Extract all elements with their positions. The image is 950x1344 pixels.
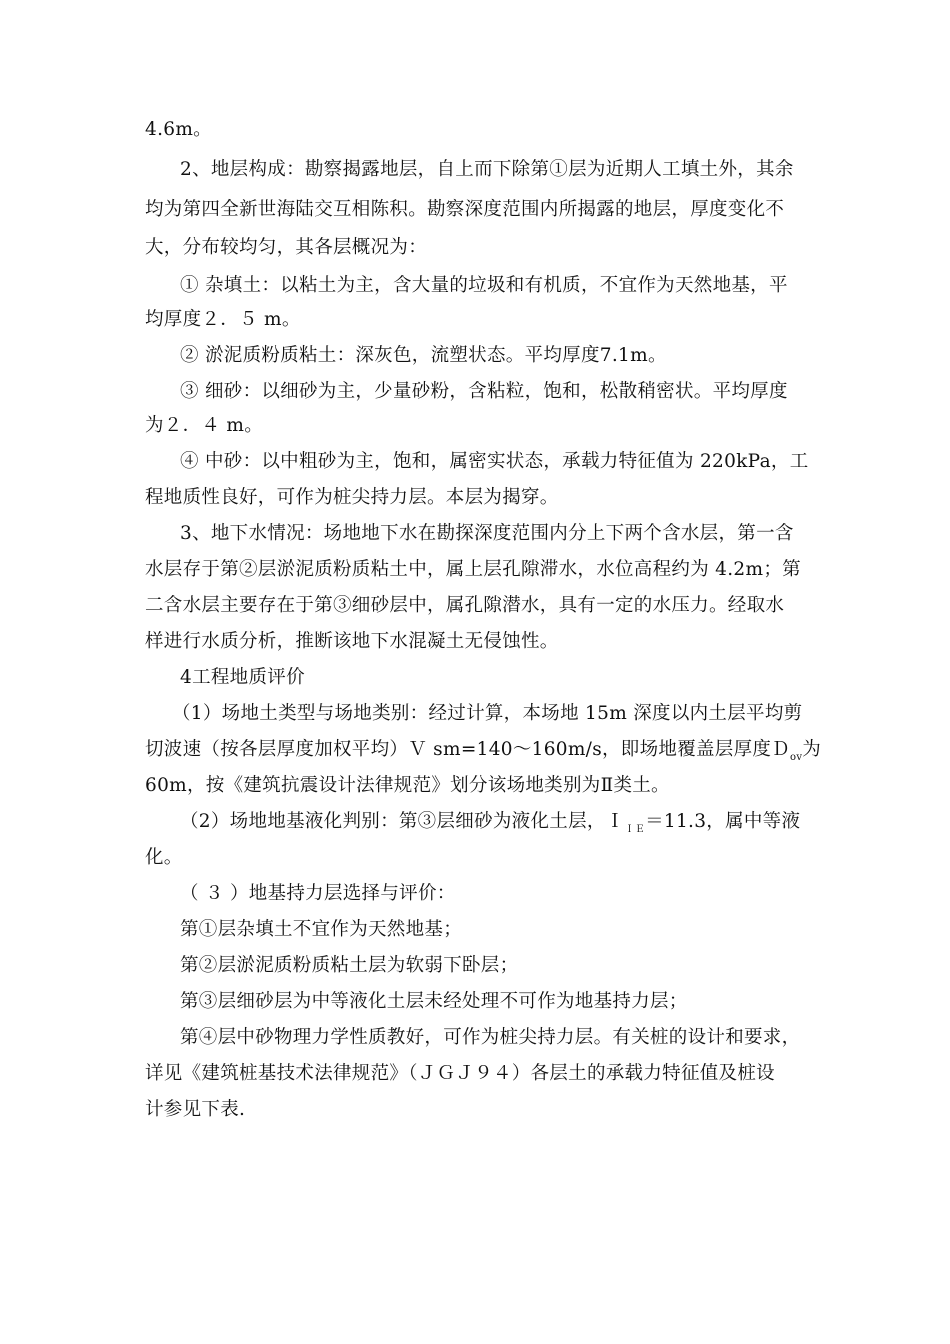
- text-line: 4.6m。: [145, 119, 212, 140]
- layer-4-description: ④ 中砂：以中粗砂为主，饱和，属密实状态，承载力特征值为 220kPa，工: [180, 451, 809, 472]
- section-heading-evaluation: 4工程地质评价: [180, 667, 305, 688]
- layer-3-description: ③ 细砂：以细砂为主，少量砂粉，含粘粒，饱和，松散稍密状。平均厚度: [180, 381, 788, 402]
- item-1-site-classification: （1）场地土类型与场地类别：经过计算，本场地 15m 深度以内土层平均剪: [172, 703, 803, 724]
- subscript: ＩＥ: [624, 824, 646, 835]
- layer-1-description: ① 杂填土：以粘土为主，含大量的垃圾和有机质，不宜作为天然地基，平: [180, 275, 788, 296]
- text-line: 均为第四全新世海陆交互相陈积。勘察深度范围内所揭露的地层，厚度变化不: [145, 199, 785, 220]
- paragraph-groundwater: 3、地下水情况：场地地下水在勘探深度范围内分上下两个含水层，第一含: [180, 523, 794, 544]
- text-line: 样进行水质分析，推断该地下水混凝土无侵蚀性。: [145, 631, 559, 652]
- text-line: 详见《建筑桩基技术法律规范》（ＪＧＪ９４）各层土的承载力特征值及桩设: [145, 1063, 775, 1084]
- text-line: 第④层中砂物理力学性质教好，可作为桩尖持力层。有关桩的设计和要求，: [180, 1027, 801, 1048]
- text-line: 化。: [145, 847, 183, 868]
- text-line: 第①层杂填土不宜作为天然地基；: [180, 919, 463, 940]
- text-line: 大，分布较均匀，其各层概况为：: [145, 237, 428, 258]
- text-line: 为２．４ m。: [145, 415, 264, 436]
- item-3-bearing-layer: （ ３ ）地基持力层选择与评价：: [180, 883, 456, 904]
- text-line: 切波速（按各层厚度加权平均）Ｖ sm=140～160m/s，即场地覆盖层厚度Ｄ$_{ov}$为: [145, 739, 822, 763]
- text-line: 水层存于第②层淤泥质粉质粘土中，属上层孔隙滞水，水位高程约为 4.2m；第: [145, 559, 801, 580]
- text-line: 60m，按《建筑抗震设计法律规范》划分该场地类别为Ⅱ类土。: [145, 775, 670, 796]
- item-2-liquefaction: （2）场地地基液化判别：第③层细砂为液化土层，Ｉ$_{IE}$＝11.3，属中等液: [180, 811, 801, 835]
- text-line: 计参见下表.: [145, 1099, 246, 1120]
- text-line: 程地质性良好，可作为桩尖持力层。本层为揭穿。: [145, 487, 559, 508]
- layer-2-description: ② 淤泥质粉质粘土：深灰色，流塑状态。平均厚度7.1m。: [180, 345, 667, 366]
- text-line: 二含水层主要存在于第③细砂层中，属孔隙潜水，具有一定的水压力。经取水: [145, 595, 785, 616]
- text-line: 第②层淤泥质粉质粘土层为软弱下卧层；: [180, 955, 519, 976]
- text-line: 均厚度２．５ m。: [145, 309, 301, 330]
- paragraph-stratigraphy: 2、地层构成：勘察揭露地层，自上而下除第①层为近期人工填土外，其余: [180, 159, 794, 180]
- text-line: 第③层细砂层为中等液化土层未经处理不可作为地基持力层；: [180, 991, 688, 1012]
- subscript: ov: [790, 752, 803, 763]
